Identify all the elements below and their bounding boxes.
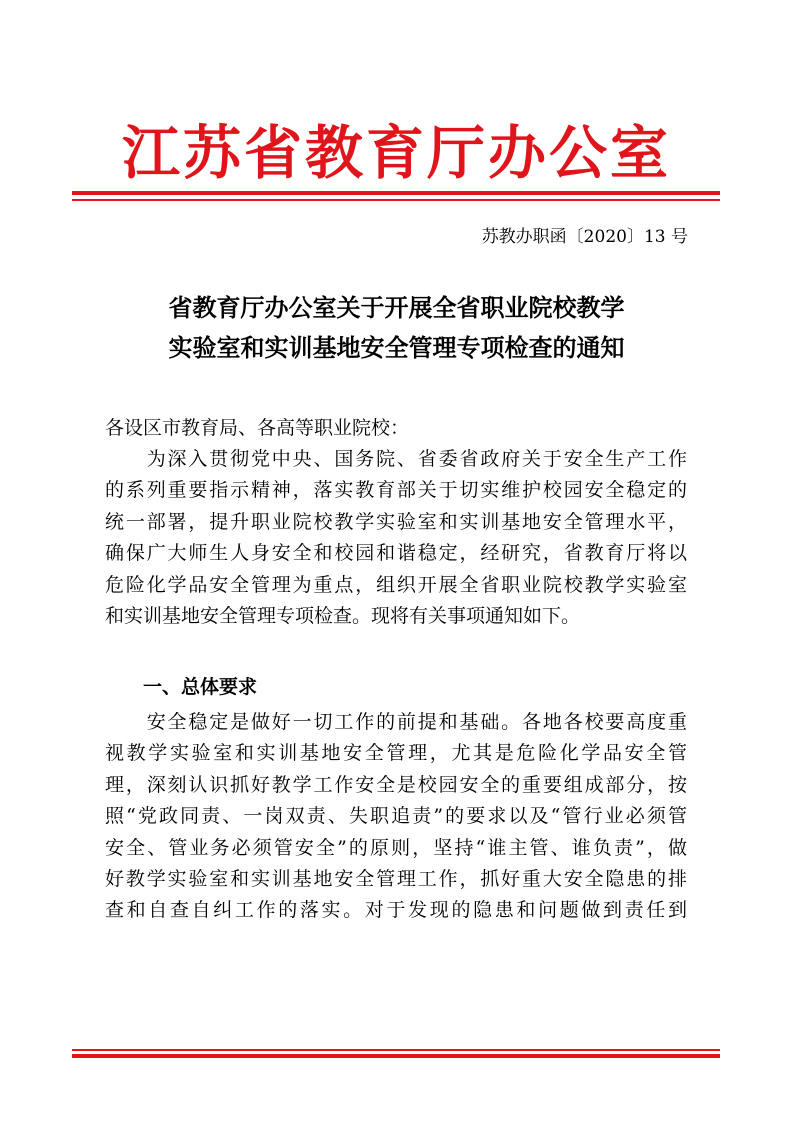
paragraph-line: 为深入贯彻党中央、国务院、省委省政府关于安全生产工作 (105, 448, 687, 470)
paragraph-line: 和实训基地安全管理专项检查。现将有关事项通知如下。 (105, 604, 581, 627)
issuing-office-header: 江苏省教育厅办公室 (121, 119, 671, 187)
paragraph-line: 安全、管业务必须管安全”的原则，坚持“谁主管、谁负责”，做 (105, 836, 687, 859)
paragraph-line: 理，深刻认识抓好教学工作安全是校园安全的重要组成部分，按 (105, 773, 687, 796)
paragraph-line: 的系列重要指示精神，落实教育部关于切实维护校园安全稳定的 (105, 479, 687, 502)
paragraph-line: 查和自查自纠工作的落实。对于发现的隐患和问题做到责任到 (105, 899, 687, 922)
paragraph-line: 安全稳定是做好一切工作的前提和基础。各地各校要高度重 (105, 711, 687, 733)
section-heading-general-requirements: 一、总体要求 (143, 676, 258, 698)
document-title-line-1: 省教育厅办公室关于开展全省职业院校教学 (168, 293, 625, 322)
document-title (0, 288, 793, 368)
salutation: 各设区市教育局、各高等职业院校： (105, 417, 410, 439)
header-red-rule-thin (72, 199, 720, 201)
paragraph-line: 照“党政同责、一岗双责、失职追责”的要求以及“管行业必须管 (105, 805, 687, 828)
header-red-rule-thick (72, 191, 720, 195)
paragraph-general-requirements (105, 707, 687, 927)
paragraph-line: 好教学实验室和实训基地安全管理工作，抓好重大安全隐患的排 (105, 867, 687, 890)
paragraph-intro (105, 444, 687, 632)
paragraph-line: 确保广大师生人身安全和校园和谐稳定，经研究，省教育厅将以 (105, 542, 687, 565)
footer-red-rule-thick (72, 1054, 720, 1058)
paragraph-line: 危险化学品安全管理为重点，组织开展全省职业院校教学实验室 (105, 573, 687, 596)
document-title-line-2: 实验室和实训基地安全管理专项检查的通知 (168, 333, 625, 362)
paragraph-line: 统一部署，提升职业院校教学实验室和实训基地安全管理水平， (105, 510, 687, 533)
paragraph-line: 视教学实验室和实训基地安全管理，尤其是危险化学品安全管 (105, 742, 687, 765)
document-number: 苏教办职函〔2020〕13 号 (481, 227, 688, 247)
footer-red-rule-thin (72, 1049, 720, 1051)
